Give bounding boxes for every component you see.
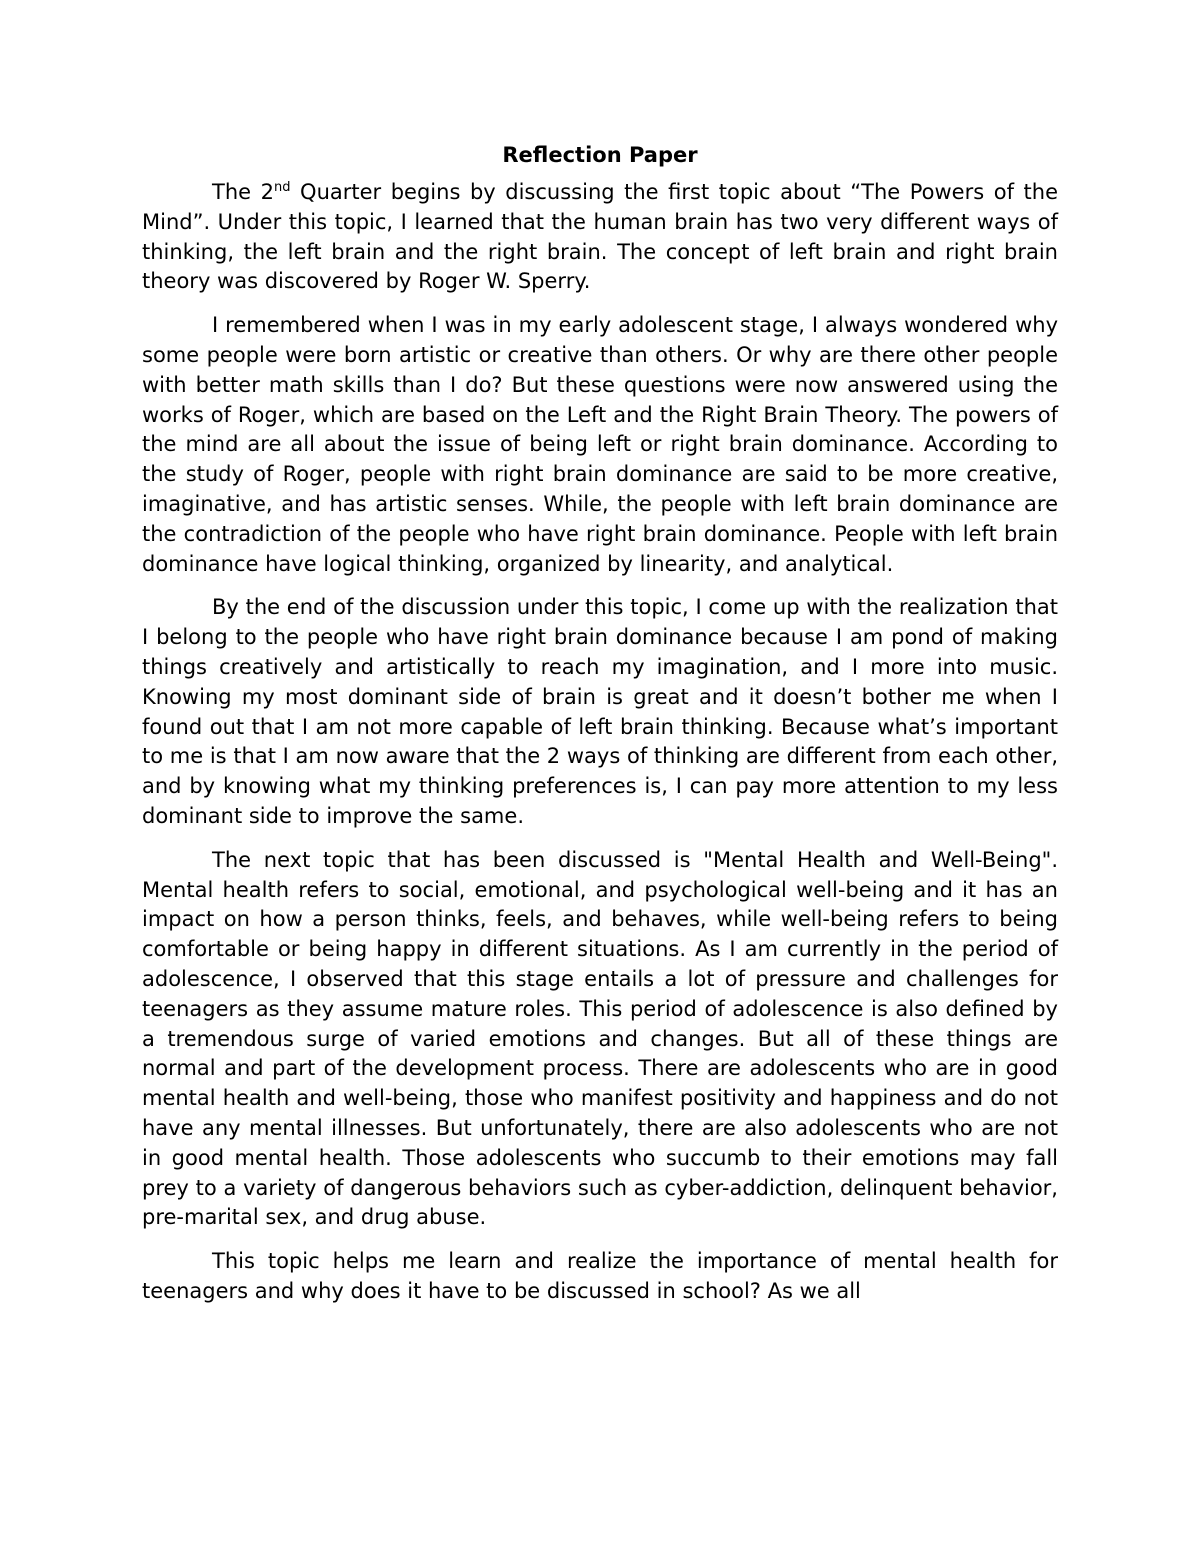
paragraph-1-text-b: Quarter begins by discussing the first topic about “The Powers of the Mind”. Under this topic, I learned that the human brain has two very different ways of thinking, the left brain and the right brain. The concept of left brain and right brain theory was discovered by Roger W. Sperry. [142,180,1058,294]
paragraph-1-text-a: The 2 [212,180,274,204]
paragraph-1 [142,178,1058,297]
paragraph-3: By the end of the discussion under this topic, I come up with the realization that I belong to the people who have right brain dominance because I am pond of making things creatively and artistically to reach my imagination, and I more into music. Knowing my most dominant side of brain is great and it doesn’t bother me when I found out that I am not more capable of left brain thinking. Because what’s important to me is that I am now aware that the 2 ways of thinking are different from each other, and by knowing what my thinking preferences is, I can pay more attention to my less dominant side to improve the same. [142,595,1058,828]
document-body [142,140,1058,1321]
document-title: Reflection Paper [502,143,698,167]
paragraph-4: The next topic that has been discussed is "Mental Health and Well-Being". Mental health refers to social, emotional, and psychological well-being and it has an impact on how a person thinks, feels, and behaves, while well-being refers to being comfortable or being happy in different situations. As I am currently in the period of adolescence, I observed that this stage entails a lot of pressure and challenges for teenagers as they assume mature roles. This period of adolescence is also defined by a tremendous surge of varied emotions and changes. But all of these things are normal and part of the development process. There are adolescents who are in good mental health and well-being, those who manifest positivity and happiness and do not have any mental illnesses. But unfortunately, there are also adolescents who are not in good mental health. Those adolescents who succumb to their emotions may fall prey to a variety of dangerous behaviors such as cyber-addiction, delinquent behavior, pre-marital sex, and drug abuse. [142,847,1058,1230]
ordinal-superscript: nd [273,180,291,195]
paragraph-2: I remembered when I was in my early adolescent stage, I always wondered why some people were born artistic or creative than others. Or why are there other people with better math skills than I do? But these questions were now answered using the works of Roger, which are based on the Left and the Right Brain Theory. The powers of the mind are all about the issue of being left or right brain dominance. According to the study of Roger, people with right brain dominance are said to be more creative, imaginative, and has artistic senses. While, the people with left brain dominance are the contradiction of the people who have right brain dominance. People with left brain dominance have logical thinking, organized by linearity, and analytical. [142,313,1058,576]
paragraph-5: This topic helps me learn and realize the importance of mental health for teenagers and why does it have to be discussed in school? As we all [142,1249,1058,1303]
